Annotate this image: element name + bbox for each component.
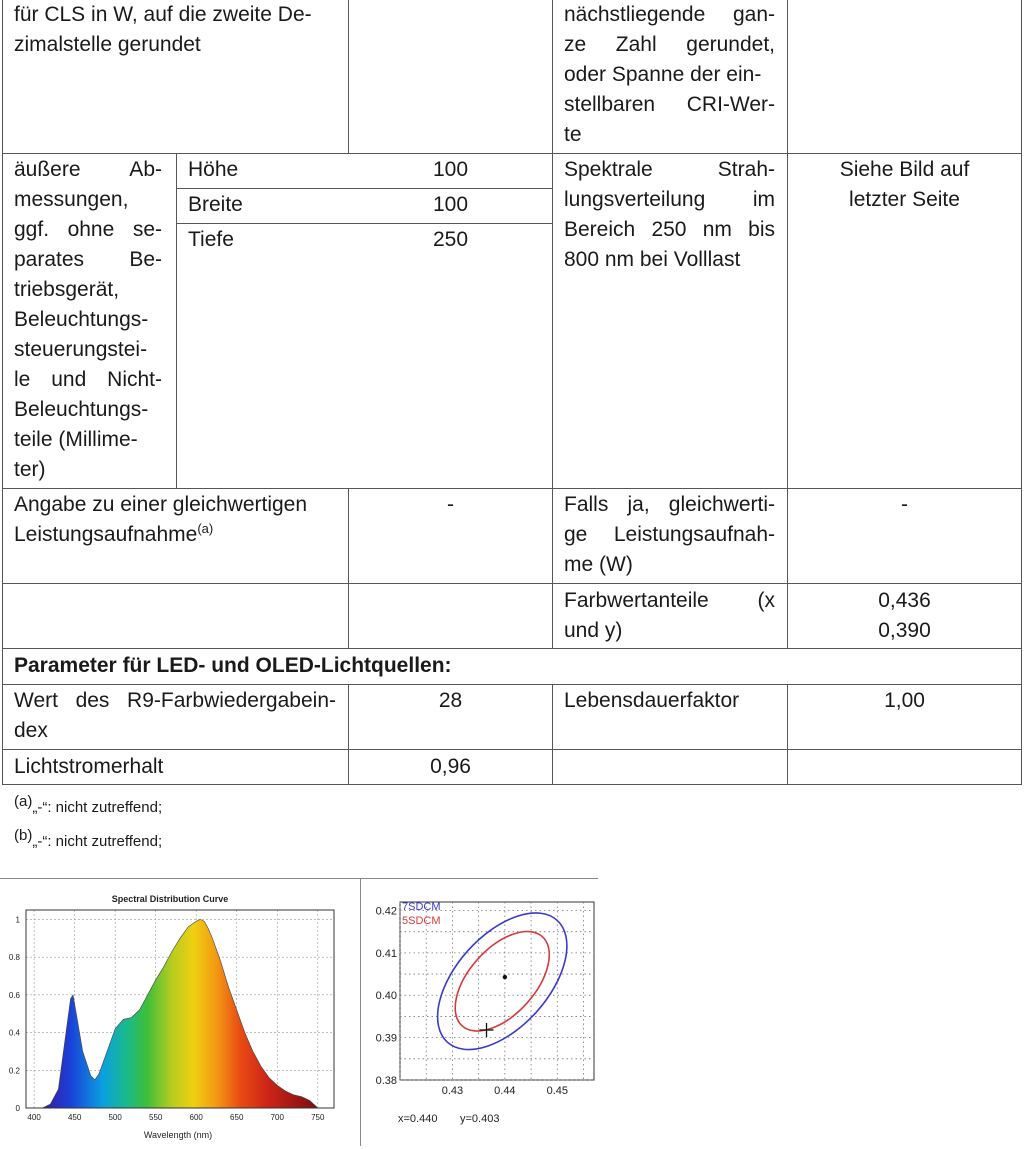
readout-x: x=0.440 [398,1113,438,1125]
cell-r9-label-1: Wert des R9-Farbwiedergabein- [14,689,336,712]
col-divider [176,153,177,488]
x-tick-label: 450 [67,1113,82,1122]
cell-lumen-value: 0,96 [430,755,471,778]
y-tick-label: 1 [15,915,20,925]
cell-equivalent-label-2: Leistungsaufnahme$^{(a)}$ [14,521,214,546]
col-divider [787,0,788,648]
cell-height-value: 100 [432,158,469,181]
chromaticity-chart [362,884,598,1146]
cell-chromaticity-x: 0,436 [878,589,931,612]
x-tick-label: 0.45 [546,1085,569,1097]
row-divider [176,188,552,189]
row-divider [2,684,1022,685]
col-divider [552,684,553,784]
col-divider [552,0,553,648]
y-tick-label: 0.39 [375,1032,397,1045]
col-divider [348,0,349,153]
col-divider [1021,0,1022,785]
cell-cls-rounding-1: für CLS in W, auf die zweite De- [14,3,312,26]
row-divider [2,784,1022,785]
x-tick-label: 750 [311,1113,325,1122]
legend-5sdcm: 5SDCM [402,915,441,927]
row-divider [2,488,1022,489]
y-tick-label: 0.40 [375,990,397,1003]
legend-7sdcm: 7SDCM [402,901,441,913]
row-divider [2,648,1022,649]
spectral-distribution-chart [0,884,356,1146]
section-header-led: Parameter für LED- und OLED-Lichtquellen: [14,654,452,677]
cell-depth-value: 250 [432,228,469,251]
cell-height-label: Höhe [188,158,239,181]
figure-divider [360,878,361,1146]
cell-chromaticity-y: 0,390 [878,619,931,642]
cell-lumen-label: Lichtstromerhalt [14,755,164,778]
y-tick-label: 0.42 [375,905,397,918]
y-tick-label: 0.6 [8,990,20,1000]
col-divider [2,0,3,785]
y-tick-label: 0.38 [375,1075,397,1087]
row-divider [2,153,1022,154]
x-tick-label: 550 [149,1113,163,1122]
y-tick-label: 0.4 [8,1028,20,1038]
row-divider [176,223,552,224]
plot-frame [400,902,594,1080]
y-tick-label: 0 [15,1104,20,1113]
cell-chromaticity-label-2: und y) [564,619,623,642]
x-tick-label: 0.43 [441,1085,464,1097]
cell-cls-rounding-2: zimalstelle gerundet [14,33,201,56]
row-divider [2,749,1022,750]
cell-chromaticity-label-1: Farbwertanteile (x [564,589,775,612]
cell-depth-label: Tiefe [188,228,234,251]
y-tick-label: 0.41 [375,947,397,960]
cell-equivalent-power-value: - [901,493,908,516]
x-tick-label: 700 [270,1113,284,1122]
cell-r9-label-2: dex [14,719,48,742]
cell-lifetime-label: Lebensdauerfaktor [564,689,740,712]
cell-r9-value: 28 [438,689,463,712]
x-tick-label: 400 [27,1113,41,1122]
cell-equivalent-label-1: Angabe zu einer gleichwertigen [14,493,308,516]
cell-width-label: Breite [188,193,243,216]
readout-y: y=0.403 [460,1113,500,1125]
cell-equivalent-value: - [447,493,454,516]
x-tick-label: 500 [108,1113,122,1122]
point-dot [503,975,507,979]
y-tick-label: 0.8 [8,953,20,963]
y-tick-label: 0.2 [8,1066,20,1076]
footnote-b: $^{(b)}$„-“: nicht zutreffend; [14,827,163,850]
cell-width-value: 100 [432,193,469,216]
footnote-ref-a: (a) [197,521,214,536]
cell-lifetime-value: 1,00 [884,689,925,712]
footnote-a: $^{(a)}$„-“: nicht zutreffend; [14,793,163,816]
chart-title: Spectral Distribution Curve [111,894,229,904]
ellipse-5sdcm [438,915,567,1048]
x-tick-label: 600 [189,1113,203,1122]
figure-top-rule [0,878,598,879]
x-tick-label: 650 [230,1113,244,1122]
x-axis-label: Wavelength (nm) [143,1130,213,1140]
x-tick-label: 0.44 [494,1085,516,1097]
row-divider [2,583,1022,584]
spectrum-area [42,919,318,1108]
